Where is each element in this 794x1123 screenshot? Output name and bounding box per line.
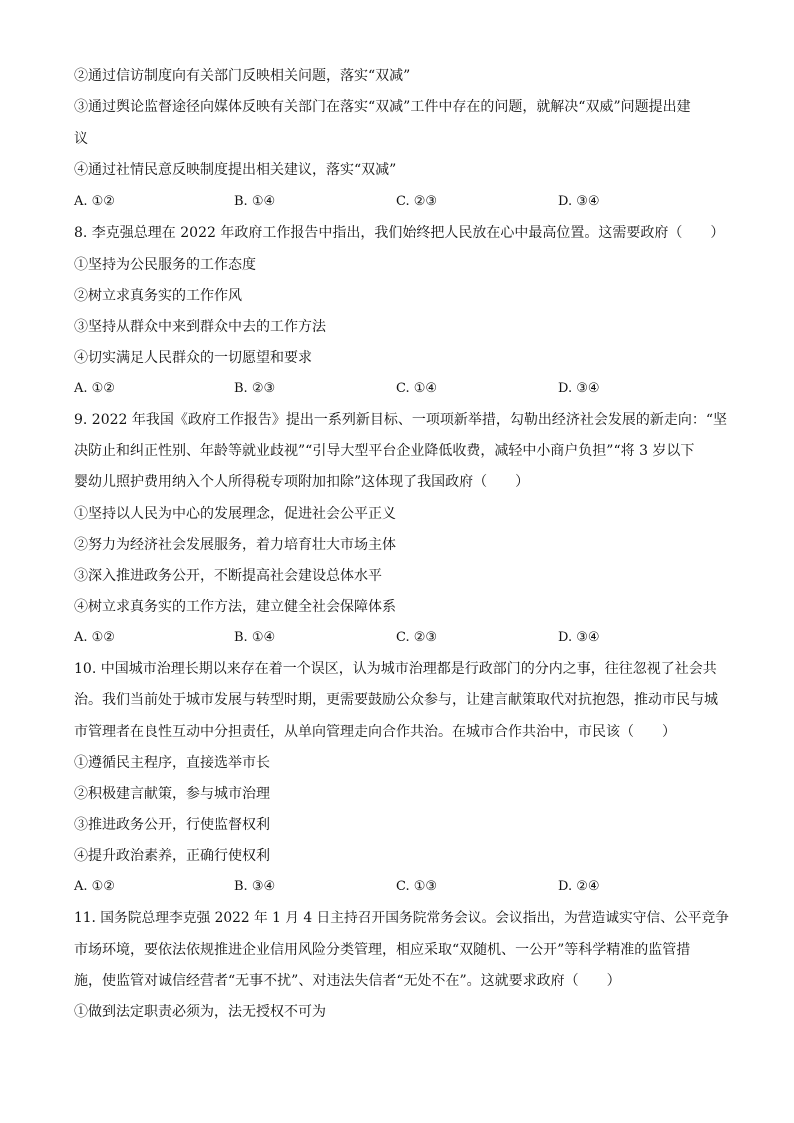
- q8-options: [74, 380, 734, 398]
- q8-item-2: ②树立求真务实的工作作风: [74, 288, 242, 304]
- q7-options: [74, 193, 734, 211]
- q8-option-a[interactable]: A. ①②: [74, 381, 115, 396]
- q10-stem-cont-2: 市管理者在良性互动中分担责任，从单向管理走向合作共治。在城市合作共治中，市民该（ ）: [74, 724, 676, 740]
- q9-option-c[interactable]: C. ②③: [396, 630, 438, 645]
- q8-option-c[interactable]: C. ①④: [396, 381, 438, 396]
- q10-item-4: ④提升政治素养，正确行使权利: [74, 848, 270, 864]
- q9-item-1: ①坚持以人民为中心的发展理念，促进社会公平正义: [74, 506, 396, 522]
- q10-item-1: ①遵循民主程序，直接选举市长: [74, 755, 270, 771]
- q9-option-b[interactable]: B. ①④: [234, 630, 276, 645]
- q11-item-1: ①做到法定职责必须为，法无授权不可为: [74, 1004, 326, 1020]
- q10-item-2: ②积极建言献策，参与城市治理: [74, 786, 270, 802]
- q9-option-a[interactable]: A. ①②: [74, 630, 115, 645]
- q11-stem: 11. 国务院总理李克强 2022 年 1 月 4 日主持召开国务院常务会议。会议指出，为营造诚实守信、公平竞争: [74, 910, 729, 926]
- q10-option-b[interactable]: B. ③④: [234, 879, 276, 894]
- q8-item-3: ③坚持从群众中来到群众中去的工作方法: [74, 319, 326, 335]
- q7-item-2: ②通过信访制度向有关部门反映相关问题，落实“双减”: [74, 68, 411, 84]
- q8-item-4: ④切实满足人民群众的一切愿望和要求: [74, 350, 312, 366]
- q8-item-1: ①坚持为公民服务的工作态度: [74, 257, 256, 273]
- q10-item-3: ③推进政务公开，行使监督权利: [74, 817, 270, 833]
- q9-item-4: ④树立求真务实的工作方法，建立健全社会保障体系: [74, 599, 396, 615]
- q11-stem-cont-2: 施，使监管对诚信经营者“无事不扰”、对违法失信者“无处不在”。这就要求政府（ ）: [74, 973, 621, 989]
- q9-stem: 9. 2022 年我国《政府工作报告》提出一系列新目标、一项项新举措，勾勒出经济社会发展的新走向：“坚: [74, 412, 728, 428]
- q10-stem: 10. 中国城市治理长期以来存在着一个误区，认为城市治理都是行政部门的分内之事，往往忽视了社会共: [74, 661, 717, 677]
- q10-stem-cont-1: 治。我们当前处于城市发展与转型时期，更需要鼓励公众参与，让建言献策取代对抗抱怨，推动市民与城: [74, 692, 718, 708]
- q9-stem-cont-1: 决防止和纠正性别、年龄等就业歧视”“引导大型平台企业降低收费，减轻中小商户负担”“将 3 岁以下: [74, 443, 695, 459]
- q8-option-d[interactable]: D. ③④: [558, 381, 600, 396]
- q10-option-d[interactable]: D. ②④: [558, 879, 600, 894]
- q10-option-c[interactable]: C. ①③: [396, 879, 438, 894]
- q8-option-b[interactable]: B. ②③: [234, 381, 276, 396]
- q7-item-3-cont: 议: [74, 131, 88, 147]
- q9-item-3: ③深入推进政务公开，不断提高社会建设总体水平: [74, 568, 382, 584]
- q7-option-b[interactable]: B. ①④: [234, 194, 276, 209]
- q7-option-c[interactable]: C. ②③: [396, 194, 438, 209]
- q7-item-4: ④通过社情民意反映制度提出相关建议，落实“双减”: [74, 162, 397, 178]
- q7-item-3: ③通过舆论监督途径向媒体反映有关部门在落实“双减”工件中存在的问题，就解决“双威”问题提出建: [74, 99, 691, 115]
- q10-options: [74, 878, 734, 896]
- q7-option-d[interactable]: D. ③④: [558, 194, 600, 209]
- q9-option-d[interactable]: D. ③④: [558, 630, 600, 645]
- q10-option-a[interactable]: A. ①②: [74, 879, 115, 894]
- q7-option-a[interactable]: A. ①②: [74, 194, 115, 209]
- q11-stem-cont-1: 市场环境，要依法依规推进企业信用风险分类管理，相应采取“双随机、一公开”等科学精准的监管措: [74, 942, 691, 958]
- q9-item-2: ②努力为经济社会发展服务，着力培育壮大市场主体: [74, 537, 396, 553]
- q9-options: [74, 629, 734, 647]
- q9-stem-cont-2: 婴幼儿照护费用纳入个人所得税专项附加扣除”这体现了我国政府（ ）: [74, 474, 530, 490]
- q8-stem: 8. 李克强总理在 2022 年政府工作报告中指出，我们始终把人民放在心中最高位置。这需要政府（ ）: [74, 225, 725, 241]
